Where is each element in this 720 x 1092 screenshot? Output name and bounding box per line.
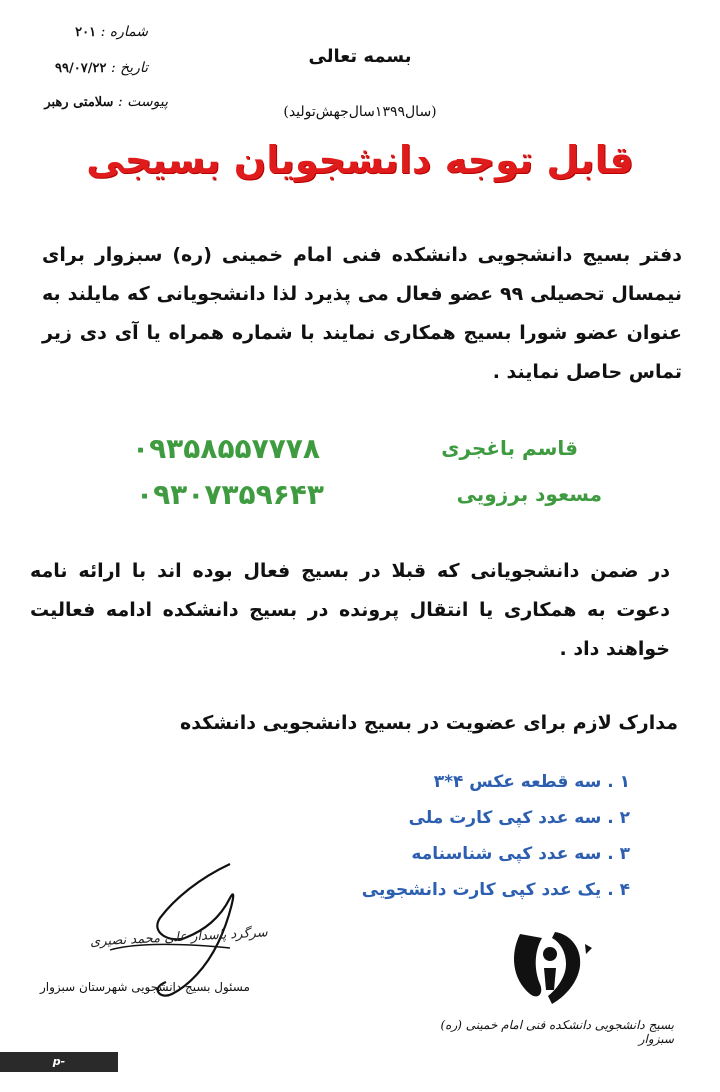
contact-name-1: قاسم باغجری xyxy=(441,436,578,460)
letter-number-value: ۲۰۱ xyxy=(75,25,97,40)
letter-number-label: شماره : xyxy=(100,24,148,40)
document-item: ۳ . سه عدد کپی شناسنامه xyxy=(411,844,630,864)
paragraph-note: در ضمن دانشجویانی که قبلا در بسیج فعال بوده اند با ارائه نامه دعوت به همکاری یا انتقال پرونده در بسیج دانشکده ادامه فعالیت خواهند داد . xyxy=(30,560,670,660)
contact-number-1: ۰۹۳۵۸۵۵۷۷۷۸ xyxy=(132,432,320,465)
letter-date-value: ۹۹/۰۷/۲۲ xyxy=(55,61,107,76)
letter-number xyxy=(20,24,148,40)
signature-text: سرگرد پاسدار علی محمد نصیری xyxy=(89,925,268,950)
basmala: بسمه تعالی xyxy=(308,46,412,67)
document-item: ۱ . سه قطعه عکس ۴*۳ xyxy=(433,772,630,792)
paragraph-intro: دفتر بسیج دانشجویی دانشکده فنی امام خمینی (ره) سبزوار برای نیمسال تحصیلی ۹۹ عضو فعال می پذیرد لذا دانشجویانی که مایلند به عنوان عضو شورا بسیج همکاری نمایند با شماره همراه یا آی دی زیر تماس حاصل نمایند . xyxy=(42,244,682,383)
footer-organization: بسیج دانشجویی دانشکده فنی امام خمینی (ره) سبزوار xyxy=(440,1018,674,1046)
document-item: ۴ . یک عدد کپی کارت دانشجویی xyxy=(361,880,630,900)
letter-attachment-value: سلامتی رهبر xyxy=(44,95,114,110)
year-motto: (سال۱۳۹۹سال‌جهش‌تولید) xyxy=(283,104,437,120)
contact-number-2: ۰۹۳۰۷۳۵۹۶۴۳ xyxy=(136,478,324,511)
document-item: ۲ . سه عدد کپی کارت ملی xyxy=(408,808,630,828)
basij-logo-icon xyxy=(500,924,600,1014)
contact-name-2: مسعود برزویی xyxy=(456,482,602,506)
documents-list xyxy=(362,764,630,908)
documents-title: مدارک لازم برای عضویت در بسیج دانشجویی دانشکده xyxy=(180,712,678,734)
site-url-tag[interactable]: p-sabzevar.tvu.ac.ir xyxy=(0,1052,118,1072)
headline: قابل توجه دانشجویان بسیجی xyxy=(86,138,634,182)
signatory-title: مسئول بسیج دانشجویی شهرستان سبزوار xyxy=(40,980,250,994)
letter-attachment-label: پیوست : xyxy=(118,94,168,110)
letter-date-label: تاریخ : xyxy=(110,60,148,76)
